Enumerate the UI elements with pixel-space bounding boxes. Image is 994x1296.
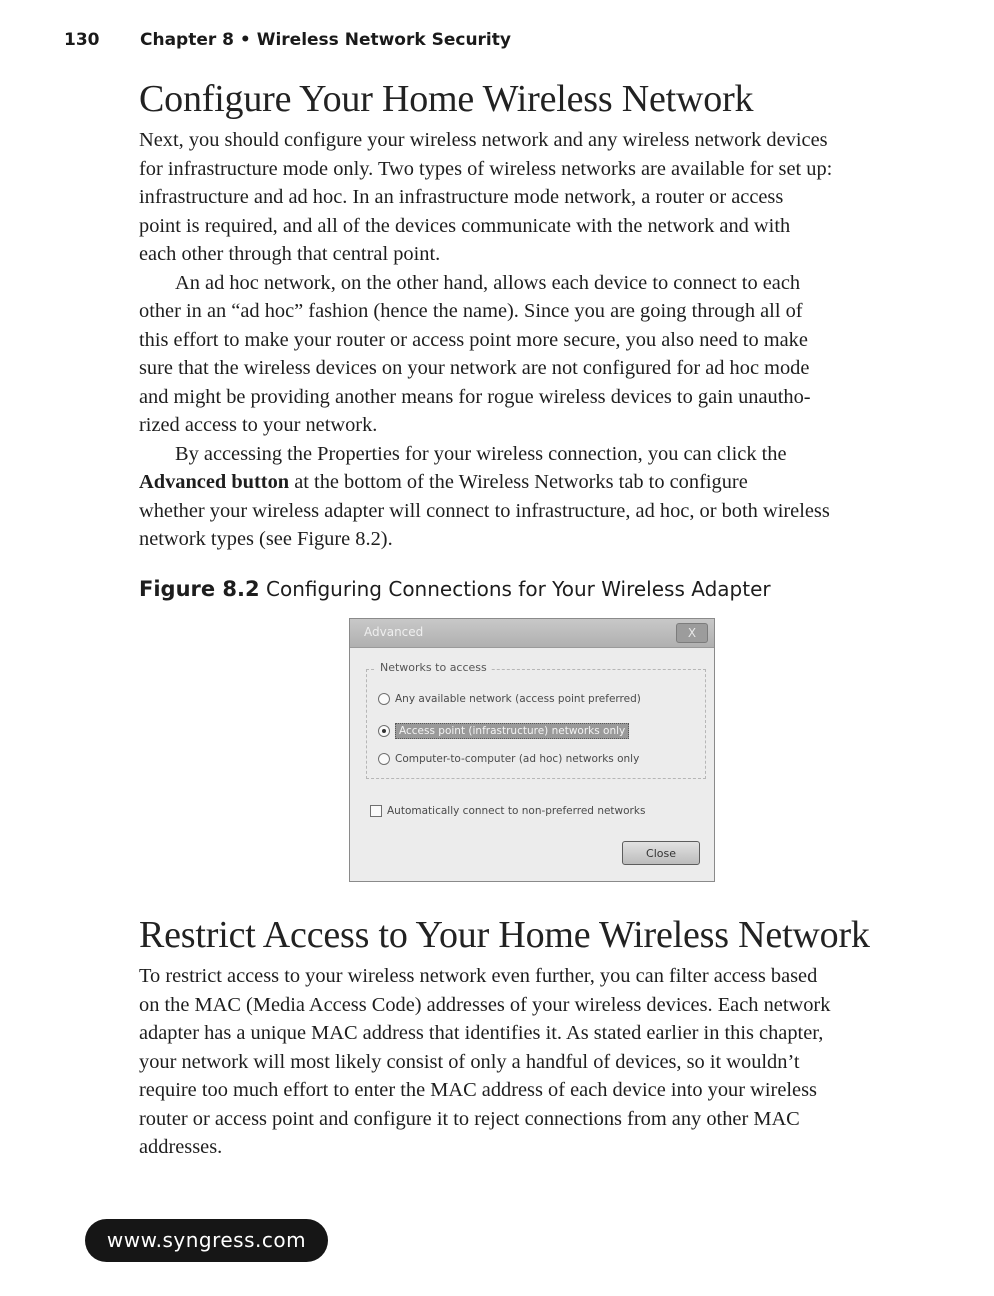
text-line: addresses. (139, 1136, 223, 1158)
text-line: point is required, and all of the devices communicate with the network and with (139, 214, 791, 237)
auto-connect-checkbox-row[interactable] (370, 805, 645, 817)
running-head (64, 30, 511, 50)
figure-number: Figure 8.2 (139, 577, 260, 601)
radio-any-network[interactable] (378, 693, 641, 705)
text-line: each other through that central point. (139, 243, 441, 265)
radio-ad-hoc-only[interactable] (378, 753, 639, 765)
text-line: on the MAC (Media Access Code) addresses of your wireless devices. Each network (139, 993, 831, 1016)
text-line: whether your wireless adapter will connect to infrastructure, ad hoc, or both wireless (139, 499, 830, 522)
section-title-restrict: Restrict Access to Your Home Wireless Network (139, 914, 870, 956)
text-line: rized access to your network. (139, 414, 378, 436)
text-line: By accessing the Properties for your wireless connection, you can click the (175, 442, 787, 465)
dialog-title: Advanced (364, 625, 424, 639)
advanced-dialog-figure (349, 618, 715, 882)
text-line: this effort to make your router or access point more secure, you also need to make (139, 328, 808, 351)
radio-label: Any available network (access point preferred) (395, 693, 641, 705)
body-text-section2 (139, 962, 919, 1162)
group-label: Networks to access (376, 661, 491, 674)
figure-caption (139, 577, 771, 601)
text-line: your network will most likely consist of only a handful of devices, so it wouldn’t (139, 1050, 800, 1073)
close-icon[interactable]: X (676, 623, 708, 643)
body-text-section1 (139, 126, 919, 554)
text-line: adapter has a unique MAC address that identifies it. As stated earlier in this chapter, (139, 1022, 824, 1044)
radio-button-selected[interactable] (378, 725, 390, 737)
text-fragment: at the bottom of the Wireless Networks tab to configure (289, 471, 748, 493)
text-line: An ad hoc network, on the other hand, allows each device to connect to each (175, 271, 801, 294)
text-line: To restrict access to your wireless network even further, you can filter access based (139, 965, 818, 987)
text-line: require too much effort to enter the MAC address of each device into your wireless (139, 1079, 817, 1101)
text-line: and might be providing another means for rogue wireless devices to gain unautho- (139, 385, 811, 408)
text-line: for infrastructure mode only. Two types of wireless networks are available for set up: (139, 157, 833, 180)
text-line: other in an “ad hoc” fashion (hence the name). Since you are going through all of (139, 300, 803, 322)
auto-connect-checkbox[interactable] (370, 805, 382, 817)
figure-caption-text: Configuring Connections for Your Wireless Adapter (266, 577, 771, 601)
page-number: 130 (64, 30, 100, 50)
text-line: network types (see Figure 8.2). (139, 528, 393, 550)
radio-label: Access point (infrastructure) networks only (395, 723, 629, 739)
checkbox-label: Automatically connect to non-preferred networks (387, 805, 646, 817)
radio-button[interactable] (378, 753, 390, 765)
advanced-button-term: Advanced button (139, 471, 290, 493)
radio-button[interactable] (378, 693, 390, 705)
dialog-titlebar (350, 619, 714, 648)
text-line (139, 468, 919, 497)
text-line: Next, you should configure your wireless network and any wireless network devices (139, 129, 828, 151)
footer-url-badge[interactable]: www.syngress.com (85, 1219, 328, 1262)
close-button[interactable]: Close (622, 841, 700, 865)
text-line: infrastructure and ad hoc. In an infrastructure mode network, a router or access (139, 186, 784, 208)
radio-label: Computer-to-computer (ad hoc) networks only (395, 753, 640, 765)
section-title-configure: Configure Your Home Wireless Network (139, 78, 754, 120)
chapter-title: Chapter 8 • Wireless Network Security (140, 30, 511, 50)
text-line: router or access point and configure it to reject connections from any other MAC (139, 1107, 800, 1130)
radio-access-point-only[interactable] (378, 723, 629, 739)
text-line: sure that the wireless devices on your network are not configured for ad hoc mode (139, 357, 810, 379)
